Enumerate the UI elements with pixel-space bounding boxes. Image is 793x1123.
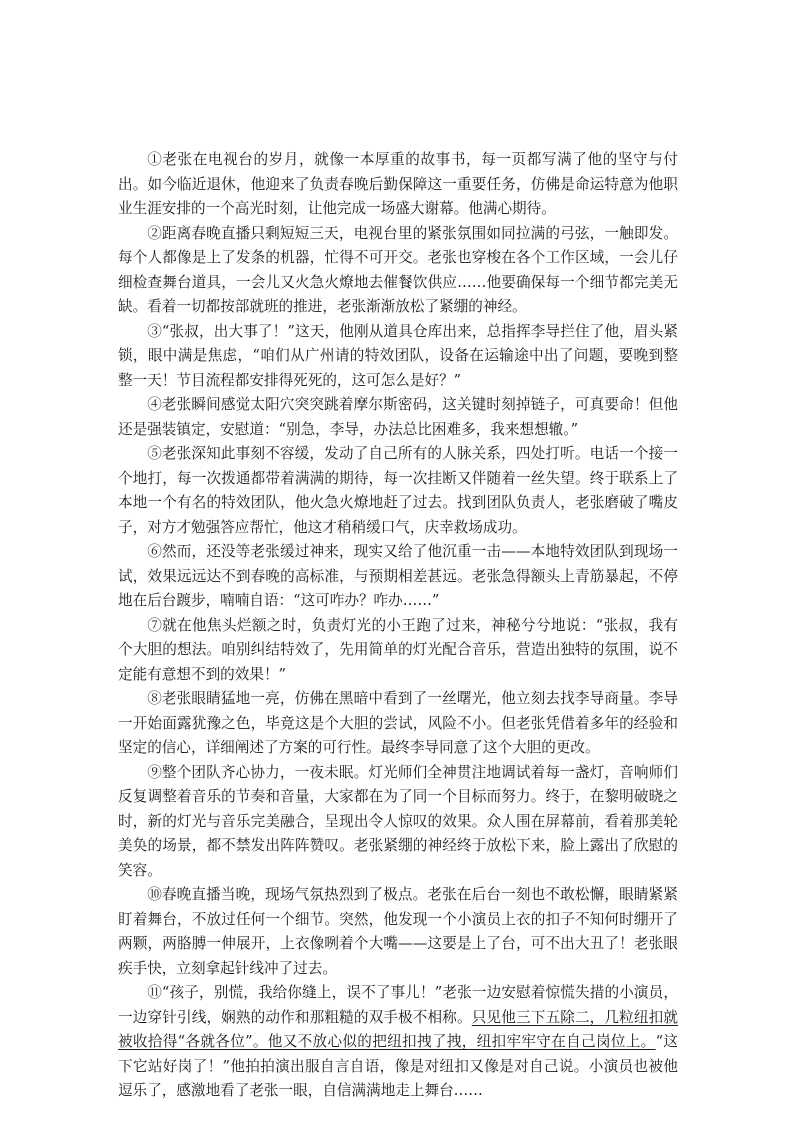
paragraph-4 <box>118 393 678 442</box>
paragraph-text: ②距离春晚直播只剩短短三天，电视台里的紧张氛围如同拉满的弓弦，一触即发。每个人都像是上了发条的机器，忙得不可开交。老张也穿梭在各个工作区域，一会儿仔细检查舞台道具，一会儿又火急火燎地去催餐饮供应……他要确保每一个细节都完美无缺。看着一切都按部就班的推进，老张渐渐放松了紧绷的神经。 <box>118 224 678 315</box>
paragraph-11 <box>118 981 678 1104</box>
paragraph-text: ⑤老张深知此事刻不容缓，发动了自己所有的人脉关系，四处打听。电话一个接一个地打，每一次拨通都带着满满的期待，每一次挂断又伴随着一丝失望。终于联系上了本地一个有名的特效团队，他火急火燎地赶了过去。找到团队负责人，老张磨破了嘴皮子，对方才勉强答应帮忙，他这才稍稍缓口气，庆幸救场成功。 <box>118 445 678 536</box>
paragraph-text: ⑪“孩子，别慌，我给你缝上，误不了事儿！”老张一边安慰着惊慌失措的小演员，一边穿针引线，娴熟的动作和那粗糙的双手极不相称。 <box>118 984 678 1026</box>
paragraph-7 <box>118 614 678 688</box>
paragraph-2 <box>118 222 678 320</box>
paragraph-text: “这下它站好岗了！”他拍拍演出服自言自语，像是对纽扣又像是对自己说。小演员也被他逗乐了，感激地看了老张一眼，自信满满地走上舞台…… <box>118 1033 678 1099</box>
paragraph-text: ⑥然而，还没等老张缓过神来，现实又给了他沉重一击——本地特效团队到现场一试，效果远远达不到春晚的高标准，与预期相差甚远。老张急得额头上青筋暴起，不停地在后台踱步，喃喃自语：“这可咋办？咋办……” <box>118 543 678 609</box>
article-body <box>118 148 678 1104</box>
paragraph-text: ③“张叔，出大事了！”这天，他刚从道具仓库出来，总指挥李导拦住了他，眉头紧锁，眼中满是焦虑，“咱们从广州请的特效团队，设备在运输途中出了问题，要晚到整整一天！节目流程都安排得死死的，这可怎么是好？” <box>118 322 678 389</box>
paragraph-text: ①老张在电视台的岁月，就像一本厚重的故事书，每一页都写满了他的坚守与付出。如今临近退休，他迎来了负责春晚后勤保障这一重要任务，仿佛是命运特意为他职业生涯安排的一个高光时刻，让他完成一场盛大谢幕。他满心期待。 <box>118 151 678 217</box>
paragraph-text: ④老张瞬间感觉太阳穴突突跳着摩尔斯密码，这关键时刻掉链子，可真要命！但他还是强装镇定，安慰道：“别急，李导，办法总比困难多，我来想想辙。” <box>118 396 678 438</box>
paragraph-text: ⑩春晚直播当晚，现场气氛热烈到了极点。老张在后台一刻也不敢松懈，眼睛紧紧盯着舞台，不放过任何一个细节。突然，他发现一个小演员上衣的扣子不知何时绷开了两颗，两胳膊一伸展开，上衣像咧着个大嘴——这要是上了台，可不出大丑了！老张眼疾手快，立刻拿起针线冲了过去。 <box>118 886 678 977</box>
paragraph-9 <box>118 761 678 884</box>
paragraph-1 <box>118 148 678 222</box>
paragraph-6 <box>118 540 678 614</box>
paragraph-text: ⑧老张眼睛猛地一亮，仿佛在黑暗中看到了一丝曙光，他立刻去找李导商量。李导一开始面露犹豫之色，毕竟这是个大胆的尝试，风险不小。但老张凭借着多年的经验和坚定的信心，详细阐述了方案的可行性。最终李导同意了这个大胆的更改。 <box>118 690 678 756</box>
paragraph-text: ⑨整个团队齐心协力，一夜未眠。灯光师们全神贯注地调试着每一盏灯，音响师们反复调整着音乐的节奏和音量，大家都在为了同一个目标而努力。终于，在黎明破晓之时，新的灯光与音乐完美融合，呈现出令人惊叹的效果。众人围在屏幕前，看着那美轮美奂的场景，都不禁发出阵阵赞叹。老张紧绷的神经终于放松下来，脸上露出了欣慰的笑容。 <box>118 763 678 879</box>
paragraph-5 <box>118 442 678 540</box>
paragraph-8 <box>118 687 678 761</box>
underlined-sentence: 只见他三下五除二，几粒纽扣就被收拾得“各就各位”。他又不放心似的把纽扣拽了拽，纽扣牢牢守在自己岗位上。 <box>118 1008 678 1050</box>
paragraph-text: ⑦就在他焦头烂额之时，负责灯光的小王跑了过来，神秘兮兮地说：“张叔，我有个大胆的想法。咱别纠结特效了，先用简单的灯光配合音乐，营造出独特的氛围，说不定能有意想不到的效果！” <box>118 616 678 683</box>
paragraph-3 <box>118 320 678 394</box>
paragraph-10 <box>118 883 678 981</box>
